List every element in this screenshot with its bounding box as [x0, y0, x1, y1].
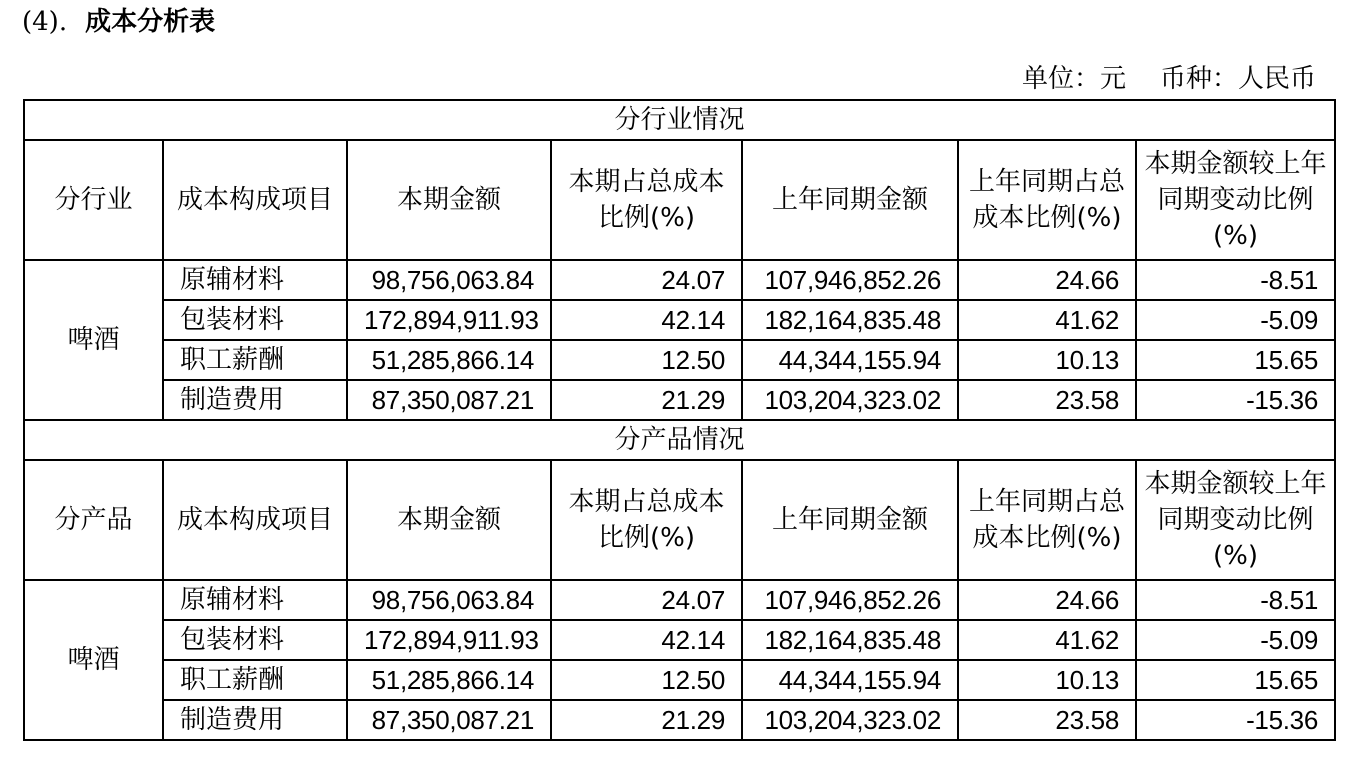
current-amount-cell: 172,894,911.93 [347, 620, 551, 660]
change-ratio-cell: -5.09 [1136, 620, 1335, 660]
cost-analysis-table [23, 99, 1336, 741]
table-row [24, 620, 1335, 660]
heading-number: (4). [22, 7, 68, 37]
current-ratio-cell: 24.07 [551, 260, 742, 300]
cost-item-cell: 原辅材料 [163, 580, 347, 620]
prior-ratio-cell: 41.62 [958, 300, 1136, 340]
header-row [24, 140, 1335, 260]
current-amount-cell: 51,285,866.14 [347, 340, 551, 380]
prior-amount-cell: 182,164,835.48 [742, 620, 958, 660]
prior-ratio-cell: 10.13 [958, 660, 1136, 700]
header-cost-item: 成本构成项目 [163, 460, 347, 580]
prior-amount-cell: 44,344,155.94 [742, 660, 958, 700]
unit-label: 单位：元 [1021, 64, 1126, 94]
header-cost-item: 成本构成项目 [163, 140, 347, 260]
prior-amount-cell: 103,204,323.02 [742, 380, 958, 420]
change-ratio-cell: -15.36 [1136, 700, 1335, 740]
cost-item-cell: 制造费用 [163, 700, 347, 740]
category-cell: 啤酒 [24, 580, 163, 740]
current-amount-cell: 51,285,866.14 [347, 660, 551, 700]
header-prior-amount: 上年同期金额 [742, 460, 958, 580]
prior-ratio-cell: 10.13 [958, 340, 1136, 380]
change-ratio-cell: -8.51 [1136, 580, 1335, 620]
current-ratio-cell: 42.14 [551, 620, 742, 660]
cost-item-cell: 原辅材料 [163, 260, 347, 300]
section-title: 分产品情况 [24, 420, 1335, 460]
header-change-ratio: 本期金额较上年同期变动比例(%) [1136, 460, 1335, 580]
current-ratio-cell: 21.29 [551, 380, 742, 420]
change-ratio-cell: -5.09 [1136, 300, 1335, 340]
current-amount-cell: 98,756,063.84 [347, 580, 551, 620]
header-current-amount: 本期金额 [347, 460, 551, 580]
table-row [24, 660, 1335, 700]
prior-amount-cell: 44,344,155.94 [742, 340, 958, 380]
cost-item-cell: 职工薪酬 [163, 340, 347, 380]
table-row [24, 580, 1335, 620]
change-ratio-cell: 15.65 [1136, 660, 1335, 700]
header-change-ratio: 本期金额较上年同期变动比例(%) [1136, 140, 1335, 260]
current-ratio-cell: 21.29 [551, 700, 742, 740]
prior-ratio-cell: 23.58 [958, 700, 1136, 740]
section-title-row [24, 420, 1335, 460]
table-row [24, 380, 1335, 420]
header-current-ratio: 本期占总成本比例(%) [551, 460, 742, 580]
header-row [24, 460, 1335, 580]
change-ratio-cell: -8.51 [1136, 260, 1335, 300]
currency-label: 币种：人民币 [1159, 64, 1316, 94]
current-ratio-cell: 42.14 [551, 300, 742, 340]
header-prior-amount: 上年同期金额 [742, 140, 958, 260]
current-ratio-cell: 12.50 [551, 340, 742, 380]
section-title-row [24, 100, 1335, 140]
change-ratio-cell: 15.65 [1136, 340, 1335, 380]
prior-amount-cell: 182,164,835.48 [742, 300, 958, 340]
header-current-amount: 本期金额 [347, 140, 551, 260]
change-ratio-cell: -15.36 [1136, 380, 1335, 420]
current-ratio-cell: 24.07 [551, 580, 742, 620]
header-category: 分产品 [24, 460, 163, 580]
prior-amount-cell: 103,204,323.02 [742, 700, 958, 740]
category-cell: 啤酒 [24, 260, 163, 420]
cost-item-cell: 包装材料 [163, 300, 347, 340]
header-current-ratio: 本期占总成本比例(%) [551, 140, 742, 260]
header-prior-ratio: 上年同期占总成本比例(%) [958, 460, 1136, 580]
table-row [24, 700, 1335, 740]
prior-ratio-cell: 24.66 [958, 260, 1136, 300]
current-ratio-cell: 12.50 [551, 660, 742, 700]
prior-amount-cell: 107,946,852.26 [742, 260, 958, 300]
unit-line [1022, 60, 1316, 98]
prior-ratio-cell: 41.62 [958, 620, 1136, 660]
current-amount-cell: 87,350,087.21 [347, 380, 551, 420]
table-row [24, 260, 1335, 300]
header-prior-ratio: 上年同期占总成本比例(%) [958, 140, 1136, 260]
table-row [24, 300, 1335, 340]
table-row [24, 340, 1335, 380]
current-amount-cell: 98,756,063.84 [347, 260, 551, 300]
prior-ratio-cell: 23.58 [958, 380, 1136, 420]
section-title: 分行业情况 [24, 100, 1335, 140]
prior-ratio-cell: 24.66 [958, 580, 1136, 620]
section-heading [22, 2, 215, 42]
heading-title: 成本分析表 [85, 7, 216, 37]
header-category: 分行业 [24, 140, 163, 260]
current-amount-cell: 172,894,911.93 [347, 300, 551, 340]
prior-amount-cell: 107,946,852.26 [742, 580, 958, 620]
current-amount-cell: 87,350,087.21 [347, 700, 551, 740]
cost-item-cell: 包装材料 [163, 620, 347, 660]
cost-item-cell: 制造费用 [163, 380, 347, 420]
cost-item-cell: 职工薪酬 [163, 660, 347, 700]
